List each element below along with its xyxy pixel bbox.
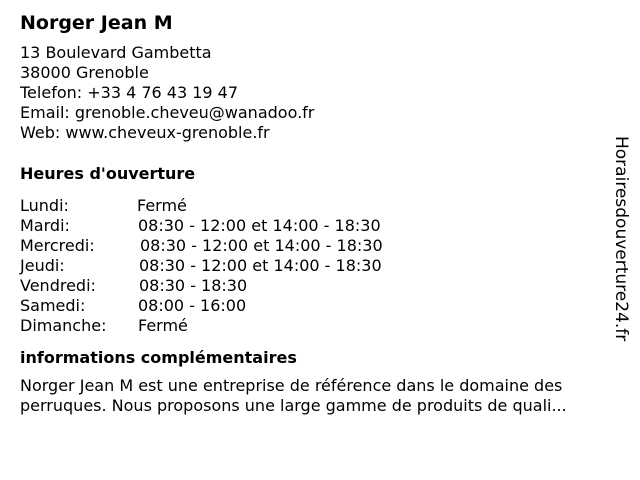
contact-block bbox=[20, 43, 620, 143]
hours-row-jeudi bbox=[20, 256, 620, 276]
time-value: 08:30 - 12:00 et 14:00 - 18:30 bbox=[139, 256, 382, 275]
hours-title: Heures d'ouverture bbox=[20, 164, 196, 183]
time-value: 08:00 - 16:00 bbox=[138, 296, 247, 315]
time-value: 08:30 - 12:00 et 14:00 - 18:30 bbox=[140, 236, 383, 255]
site-watermark: Horairesdouverture24.fr bbox=[611, 136, 631, 342]
street-address: 13 Boulevard Gambetta bbox=[20, 43, 212, 62]
email-line: Email: grenoble.cheveu@wanadoo.fr bbox=[20, 103, 315, 122]
web-line: Web: www.cheveux-grenoble.fr bbox=[20, 123, 270, 142]
time-value: 08:30 - 18:30 bbox=[139, 276, 248, 295]
info-line: perruques. Nous proposons une large gamme de produits de quali... bbox=[20, 396, 567, 415]
hours-row-samedi bbox=[20, 296, 620, 316]
phone-line: Telefon: +33 4 76 43 19 47 bbox=[20, 83, 239, 102]
hours-row-vendredi bbox=[20, 276, 620, 296]
hours-row-mardi bbox=[20, 216, 620, 236]
hours-row-mercredi bbox=[20, 236, 620, 256]
business-name: Norger Jean M bbox=[20, 12, 173, 34]
time-value: Fermé bbox=[138, 316, 188, 335]
business-card bbox=[20, 10, 620, 416]
day-label: Mardi: bbox=[20, 216, 70, 235]
day-label: Mercredi: bbox=[20, 236, 95, 255]
hours-table bbox=[20, 196, 620, 336]
day-label: Samedi: bbox=[20, 296, 86, 315]
time-value: Fermé bbox=[137, 196, 187, 215]
info-title: informations complémentaires bbox=[20, 348, 297, 367]
hours-row-dimanche bbox=[20, 316, 620, 336]
info-description bbox=[20, 376, 620, 416]
city-address: 38000 Grenoble bbox=[20, 63, 149, 82]
day-label: Lundi: bbox=[20, 196, 69, 215]
day-label: Vendredi: bbox=[20, 276, 96, 295]
hours-row-lundi bbox=[20, 196, 620, 216]
info-line: Norger Jean M est une entreprise de référence dans le domaine des bbox=[20, 376, 563, 395]
day-label: Dimanche: bbox=[20, 316, 107, 335]
day-label: Jeudi: bbox=[20, 256, 65, 275]
time-value: 08:30 - 12:00 et 14:00 - 18:30 bbox=[138, 216, 381, 235]
